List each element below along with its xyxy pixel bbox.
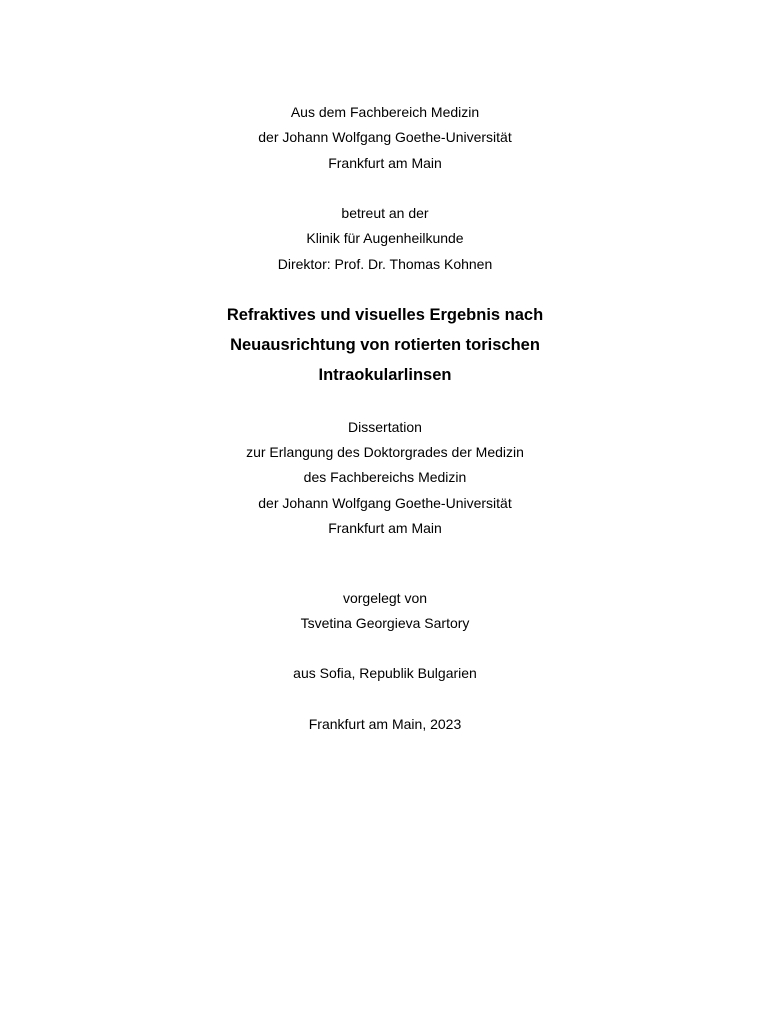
- supervision-line-1: betreut an der: [341, 205, 429, 221]
- institution-line-2: der Johann Wolfgang Goethe-Universität: [258, 129, 512, 145]
- supervision-line-2: Klinik für Augenheilkunde: [306, 230, 464, 246]
- dissertation-line-5: Frankfurt am Main: [328, 520, 442, 536]
- thesis-title-line-3: Intraokularlinsen: [318, 366, 452, 384]
- institution-line-1: Aus dem Fachbereich Medizin: [290, 104, 480, 120]
- dissertation-line-3: des Fachbereichs Medizin: [303, 469, 467, 485]
- dissertation-line-2: zur Erlangung des Doktorgrades der Medizin: [246, 444, 524, 460]
- thesis-title-line-1: Refraktives und visuelles Ergebnis nach: [226, 306, 544, 324]
- presented-by: vorgelegt von: [342, 590, 428, 606]
- author-origin: aus Sofia, Republik Bulgarien: [293, 665, 477, 681]
- supervision-line-3: Direktor: Prof. Dr. Thomas Kohnen: [277, 256, 493, 272]
- thesis-title-line-2: Neuausrichtung von rotierten torischen: [230, 336, 540, 354]
- author-name: Tsvetina Georgieva Sartory: [300, 615, 470, 631]
- institution-line-3: Frankfurt am Main: [328, 155, 442, 171]
- dissertation-line-4: der Johann Wolfgang Goethe-Universität: [258, 495, 512, 511]
- dissertation-line-1: Dissertation: [348, 419, 422, 435]
- place-date: Frankfurt am Main, 2023: [308, 716, 462, 732]
